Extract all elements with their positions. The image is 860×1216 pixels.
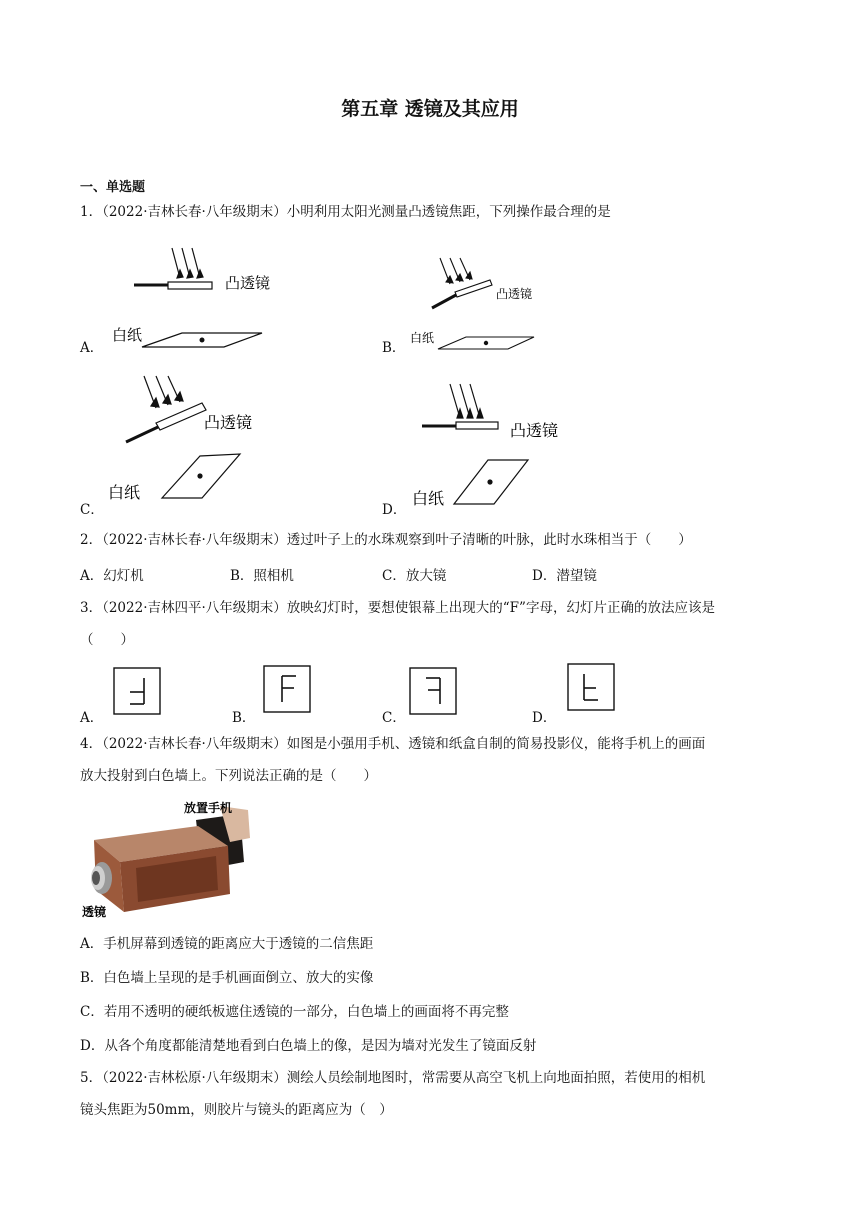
- q1b-lens-label: 凸透镜: [496, 287, 533, 301]
- q5-stem-line1: 5．（2022·吉林松原·八年级期末）测绘人员绘制地图时，常需要从高空飞机上向地面拍照，若使用的相机: [80, 1070, 706, 1086]
- q2-option-d[interactable]: D．潜望镜: [532, 568, 597, 584]
- q4-label-lens: 透镜: [82, 905, 107, 919]
- q1-figure-b: [400, 250, 560, 355]
- q4-option-d[interactable]: D．从各个角度都能清楚地看到白色墙上的像，是因为墙对光发生了镜面反射: [80, 1038, 537, 1054]
- q1a-paper-label: 白纸: [112, 326, 143, 344]
- q3-stem-line1: 3．（2022·吉林四平·八年级期末）放映幻灯时，要想使银幕上出现大的“F”字母，幻灯片正确的放法应该是: [80, 600, 715, 616]
- q4-option-c[interactable]: C．若用不透明的硬纸板遮住透镜的一部分，白色墙上的画面将不再完整: [80, 1004, 509, 1020]
- q1-option-b[interactable]: B．: [382, 340, 406, 356]
- q2-option-b[interactable]: B．照相机: [230, 568, 294, 584]
- q1-figure-d: [404, 378, 564, 508]
- q4-projector-photo: [80, 798, 250, 920]
- q3-stem-line2: （ ）: [80, 632, 134, 648]
- q3-option-c[interactable]: C．: [382, 710, 406, 726]
- q3-option-a[interactable]: A．: [80, 710, 104, 726]
- q3-slide-b: [262, 664, 314, 716]
- q1d-lens-label: 凸透镜: [510, 421, 559, 440]
- q3-option-d[interactable]: D．: [532, 710, 557, 726]
- q4-stem-line1: 4．（2022·吉林长春·八年级期末）如图是小强用手机、透镜和纸盒自制的简易投影仪，能将手机上的画面: [80, 736, 706, 752]
- q4-label-phone: 放置手机: [184, 801, 233, 815]
- q1d-paper-label: 白纸: [412, 489, 445, 508]
- q1a-lens-label: 凸透镜: [225, 274, 271, 292]
- q1-figure-a: [80, 240, 280, 355]
- q2-option-c[interactable]: C．放大镜: [382, 568, 447, 584]
- q2-stem: 2．（2022·吉林长春·八年级期末）透过叶子上的水珠观察到叶子清晰的叶脉，此时水珠相当于（ ）: [80, 532, 692, 548]
- q4-option-a[interactable]: A．手机屏幕到透镜的距离应大于透镜的二信焦距: [80, 936, 374, 952]
- section-heading: 一、单选题: [80, 180, 146, 195]
- q3-slide-a: [112, 666, 164, 718]
- q2-option-a[interactable]: A．幻灯机: [80, 568, 144, 584]
- q4-option-b[interactable]: B．白色墙上呈现的是手机画面倒立、放大的实像: [80, 970, 374, 986]
- q1b-paper-label: 白纸: [410, 331, 435, 345]
- q3-slide-c: [408, 666, 460, 718]
- q4-stem-line2: 放大投射到白色墙上。下列说法正确的是（ ）: [80, 768, 377, 784]
- q1-stem: 1．（2022·吉林长春·八年级期末）小明利用太阳光测量凸透镜焦距，下列操作最合理的是: [80, 204, 611, 220]
- q3-slide-d: [566, 662, 618, 714]
- q1-option-c[interactable]: C．: [80, 502, 104, 518]
- q3-option-b[interactable]: B．: [232, 710, 256, 726]
- q1-figure-c: [100, 368, 280, 508]
- q1-option-a[interactable]: A．: [80, 340, 104, 356]
- page-title: 第五章 透镜及其应用: [341, 98, 519, 120]
- q5-stem-line2: 镜头焦距为50mm，则胶片与镜头的距离应为（ ）: [80, 1102, 393, 1118]
- q1c-paper-label: 白纸: [108, 483, 141, 502]
- q1-option-d[interactable]: D．: [382, 502, 407, 518]
- q1c-lens-label: 凸透镜: [204, 413, 253, 432]
